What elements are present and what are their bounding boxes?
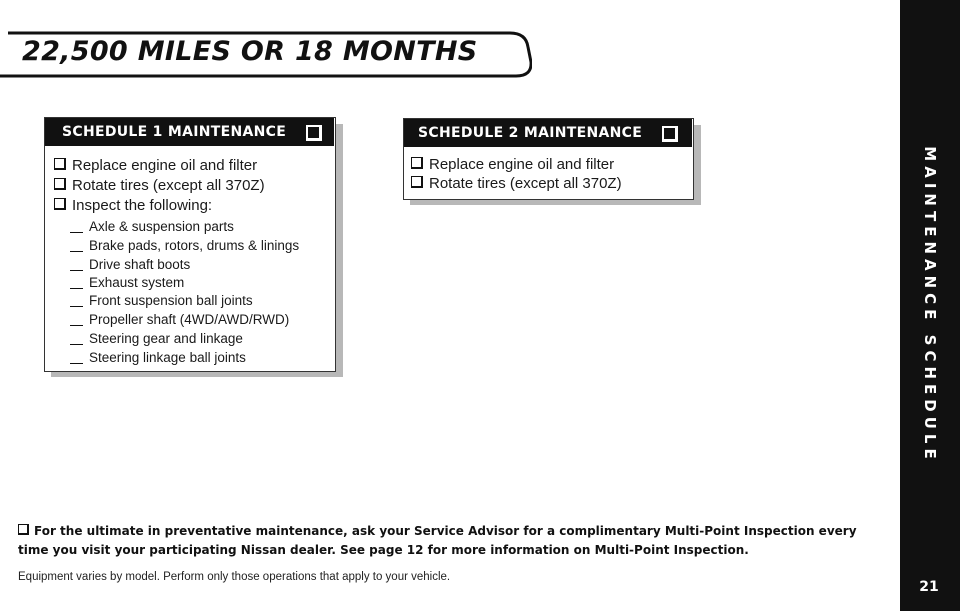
inspect-label: Exhaust system xyxy=(89,275,185,290)
checkbox-icon[interactable] xyxy=(54,158,66,170)
section-label: MAINTENANCE SCHEDULE xyxy=(921,146,939,464)
blank-line xyxy=(70,270,83,271)
schedule1-header xyxy=(45,118,334,146)
inspect-item xyxy=(70,292,253,310)
blank-line xyxy=(70,232,83,233)
inspect-item xyxy=(70,330,243,348)
header-banner xyxy=(0,31,532,78)
checkbox-icon[interactable] xyxy=(54,178,66,190)
checkbox-icon[interactable] xyxy=(18,524,29,535)
disclaimer: Equipment varies by model. Perform only those operations that apply to your vehicle. xyxy=(18,571,451,583)
blank-line xyxy=(70,363,83,364)
inspect-label: Axle & suspension parts xyxy=(89,219,234,234)
page-title: 22,500 MILES OR 18 MONTHS xyxy=(22,36,478,67)
inspect-label: Steering gear and linkage xyxy=(89,331,243,346)
blank-line xyxy=(70,306,83,307)
schedule1-item xyxy=(54,157,257,175)
blank-line xyxy=(70,251,83,252)
schedule1-item xyxy=(54,197,212,215)
blank-line xyxy=(70,325,83,326)
schedule2-item xyxy=(411,175,622,193)
checkbox-icon[interactable] xyxy=(411,157,423,169)
schedule2-title: SCHEDULE 2 MAINTENANCE xyxy=(418,125,643,141)
schedule2-item xyxy=(411,156,614,174)
checkbox-icon[interactable] xyxy=(306,125,322,141)
inspect-item xyxy=(70,218,234,236)
schedule1-item xyxy=(54,177,265,195)
schedule1-title: SCHEDULE 1 MAINTENANCE xyxy=(62,124,287,140)
item-label: Rotate tires (except all 370Z) xyxy=(429,175,622,192)
item-label: Replace engine oil and filter xyxy=(429,156,615,173)
note-text: For the ultimate in preventative maintenance, ask your Service Advisor for a complimentary Multi-Point Inspection every time you visit your participating Nissan dealer. See page 12 for more information on Multi-Point Inspection. xyxy=(18,524,857,557)
inspect-label: Drive shaft boots xyxy=(89,257,191,272)
checkbox-icon[interactable] xyxy=(54,198,66,210)
checkbox-icon[interactable] xyxy=(662,126,678,142)
item-label: Inspect the following: xyxy=(72,197,213,214)
blank-line xyxy=(70,344,83,345)
item-label: Rotate tires (except all 370Z) xyxy=(72,177,265,194)
checkbox-icon[interactable] xyxy=(411,176,423,188)
inspect-item xyxy=(70,311,289,329)
inspect-label: Propeller shaft (4WD/AWD/RWD) xyxy=(89,312,290,327)
inspect-label: Brake pads, rotors, drums & linings xyxy=(89,238,300,253)
blank-line xyxy=(70,288,83,289)
inspect-item xyxy=(70,256,190,274)
inspection-note xyxy=(18,522,878,560)
schedule2-header xyxy=(404,119,692,147)
inspect-label: Steering linkage ball joints xyxy=(89,350,246,365)
inspect-item xyxy=(70,274,184,292)
inspect-item xyxy=(70,237,299,255)
inspect-item xyxy=(70,349,246,367)
item-label: Replace engine oil and filter xyxy=(72,157,258,174)
inspect-label: Front suspension ball joints xyxy=(89,293,253,308)
page-number: 21 xyxy=(919,579,939,595)
